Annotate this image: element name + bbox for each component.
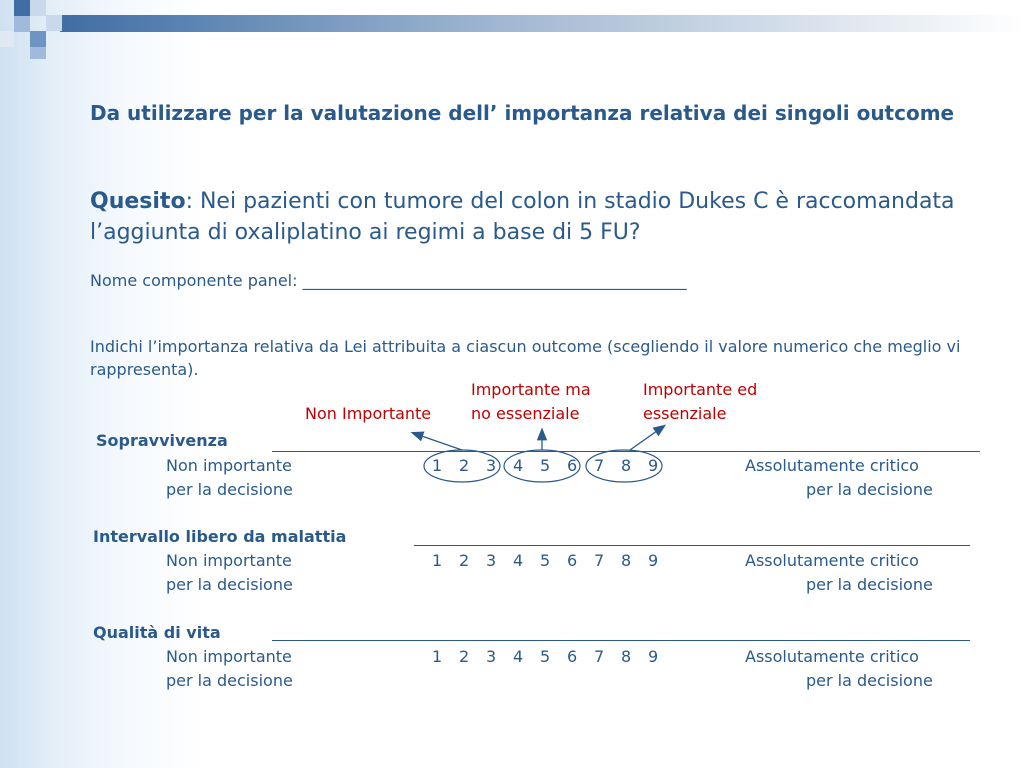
instruction-text: Indichi l’importanza relativa da Lei attribuita a ciascun outcome (scegliendo il valore numerico che meglio vi rappresenta). — [90, 337, 961, 379]
scale-value[interactable]: 7 — [594, 551, 605, 570]
scale-value[interactable]: 9 — [648, 456, 659, 475]
question-label: Quesito — [90, 189, 186, 214]
group-ellipse-important-essential — [586, 450, 662, 482]
arrow-not-important — [413, 433, 462, 450]
scale-value[interactable]: 1 — [432, 647, 443, 666]
scale-value[interactable]: 4 — [513, 551, 524, 570]
annotation-important-not-essential-2: no essenziale — [471, 404, 580, 423]
scale-left-label-3b: per la decisione — [166, 671, 293, 690]
scale-left-label-3a: Non importante — [166, 647, 292, 666]
scale-right-label-2a: Assolutamente critico — [745, 551, 919, 570]
scale-value[interactable]: 8 — [621, 647, 632, 666]
scale-value[interactable]: 3 — [486, 551, 497, 570]
scale-right-label-1a: Assolutamente critico — [745, 456, 919, 475]
question-text: : Nei pazienti con tumore del colon in stadio Dukes C è raccomandata l’aggiunta di oxaliplatino ai regimi a base di 5 FU? — [90, 189, 955, 245]
scale-value[interactable]: 3 — [486, 456, 497, 475]
annotation-important-essential-2: essenziale — [643, 404, 727, 423]
outcome-name-3: Qualità di vita — [93, 623, 221, 642]
scale-left-label-1b: per la decisione — [166, 480, 293, 499]
scale-value[interactable]: 2 — [459, 647, 470, 666]
outcome-name-2: Intervallo libero da malattia — [93, 527, 347, 546]
group-ellipse-important-not-essential — [504, 450, 580, 482]
annotation-important-not-essential-1: Importante ma — [471, 380, 591, 399]
scale-value[interactable]: 5 — [540, 647, 551, 666]
scale-value[interactable]: 5 — [540, 551, 551, 570]
scale-value[interactable]: 6 — [567, 647, 578, 666]
outcome-name-1: Sopravvivenza — [96, 431, 228, 450]
scale-value[interactable]: 7 — [594, 647, 605, 666]
scale-value[interactable]: 6 — [567, 456, 578, 475]
scale-left-label-1a: Non importante — [166, 456, 292, 475]
scale-value[interactable]: 4 — [513, 647, 524, 666]
arrow-important-essential — [630, 426, 664, 450]
scale-right-label-3a: Assolutamente critico — [745, 647, 919, 666]
scale-right-label-1b: per la decisione — [806, 480, 933, 499]
page-title: Da utilizzare per la valutazione dell’ importanza relativa dei singoli outcome — [90, 101, 955, 125]
group-ellipse-not-important — [424, 450, 500, 482]
scale-value[interactable]: 4 — [513, 456, 524, 475]
scale-value[interactable]: 1 — [432, 551, 443, 570]
scale-value[interactable]: 9 — [648, 551, 659, 570]
scale-value[interactable]: 8 — [621, 456, 632, 475]
annotation-not-important: Non Importante — [305, 404, 432, 423]
scale-value[interactable]: 5 — [540, 456, 551, 475]
scale-right-label-3b: per la decisione — [806, 671, 933, 690]
annotation-important-essential-1: Importante ed — [643, 380, 758, 399]
scale-value[interactable]: 3 — [486, 647, 497, 666]
scale-value[interactable]: 9 — [648, 647, 659, 666]
panel-name-field: Nome componente panel: ________________________________________________ — [90, 271, 687, 290]
scale-right-label-2b: per la decisione — [806, 575, 933, 594]
scale-left-label-2b: per la decisione — [166, 575, 293, 594]
scale-value[interactable]: 2 — [459, 551, 470, 570]
scale-value[interactable]: 2 — [459, 456, 470, 475]
scale-value[interactable]: 6 — [567, 551, 578, 570]
scale-value[interactable]: 8 — [621, 551, 632, 570]
scale-value[interactable]: 1 — [432, 456, 443, 475]
scale-left-label-2a: Non importante — [166, 551, 292, 570]
scale-value[interactable]: 7 — [594, 456, 605, 475]
